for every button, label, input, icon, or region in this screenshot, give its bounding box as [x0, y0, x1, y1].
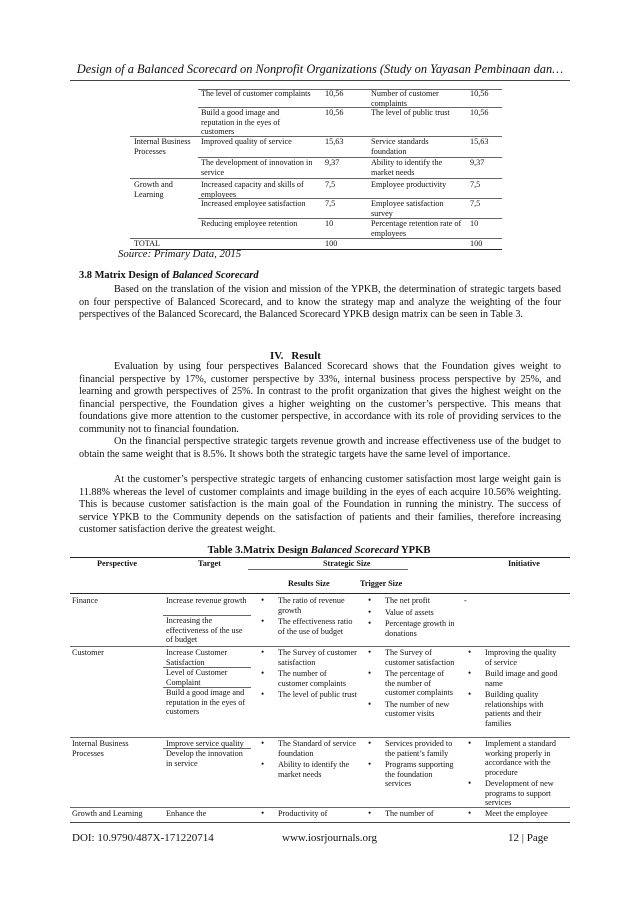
header-rule — [70, 80, 570, 81]
t2-indicator: Employee productivity — [371, 180, 447, 189]
t2-target-val: 10 — [325, 219, 334, 228]
t2-total-label: TOTAL — [134, 239, 161, 248]
table-rule — [70, 557, 570, 558]
t2-indicator-val: 15,63 — [470, 137, 489, 146]
t3-initiatives-internal — [485, 739, 567, 810]
t3-trigger-item: • The percentage of the number of customer complaints — [385, 669, 455, 698]
t2-target: Increased capacity and skills of employees — [201, 180, 304, 199]
result-paragraph-2: On the financial perspective strategic targets revenue growth and increase effectiveness use of the budget to obtain the same weight that is 8.5%. It shows both the strategic targets have the same level of importance. — [79, 436, 561, 460]
t2-total-target: 100 — [325, 239, 338, 248]
t2-indicator: Number of customer complaints — [371, 89, 439, 108]
t3-initiative-item: • Development of new programs to support services — [485, 779, 567, 808]
t3-result-item: • The level of public trust — [278, 690, 358, 700]
t2-target: The level of customer complaints — [201, 89, 311, 98]
result-paragraph-3: At the customer’s perspective strategic targets of enhancing customer satisfaction most large weight gain is 11.88% whereas the level of customer complaints and image building in the eyes of each acquire 10.56% weighting. This is because customer satisfaction is the main goal of the Foundation in running the ministry. The success of service YPKB to the Community depends on the satisfaction of patients and their families, therefore increasing customer satisfaction derive the greatest weight. — [79, 474, 561, 536]
t2-total-indicator: 100 — [470, 239, 483, 248]
t3-initiatives-customer — [485, 648, 565, 730]
t2-indicator-val: 9,37 — [470, 158, 485, 167]
t3-results-finance — [278, 596, 358, 638]
t3-result-item: • The Standard of service foundation — [278, 739, 356, 758]
caption-suffix: YPKB — [398, 545, 431, 556]
t3-perspective-internal: Internal Business Processes — [72, 739, 129, 758]
section-paragraph: Based on the translation of the vision and mission of the YPKB, the determination of strategic targets based on four perspective of Balanced Scorecard, and to know the strategy map and analyze the weighting of the four perspectives of the Balanced Scorecard, the Balanced Scorecard YPKB design matrix can be seen in Table 3. — [79, 284, 561, 321]
th-target: Target — [198, 559, 221, 568]
th-initiative: Initiative — [508, 559, 540, 568]
table-rule — [70, 737, 570, 738]
t3-triggers-customer — [385, 648, 455, 721]
t2-target: Improved quality of service — [201, 137, 292, 146]
t3-result-item: • The Survey of customer satisfaction — [278, 648, 358, 667]
t3-trigger-item: • Services provided to the patient’s family — [385, 739, 455, 758]
result-paragraph-1: Evaluation by using four perspectives Balanced Scorecard shows that the Foundation gives weight to financial perspective by 17%, customer perspective by 33%, internal business process perspective by 25%, and learning and growth perspectives of 25%. In contrast to the profit organization that gives the highest weight on the financial perspective, the Foundation gives a higher weighting on the customer’s perspective. This means that foundations give more attention to the customer perspective, in accordance with its role of providing services to the community not to financial foundation. — [79, 361, 561, 435]
footer-page: 12 | Page — [508, 832, 549, 844]
t2-target-val: 7,5 — [325, 180, 336, 189]
t2-perspective: Growth and Learning — [134, 180, 173, 199]
t3-target: Increase Customer Satisfaction — [166, 648, 228, 667]
t3-initiative-item: • Building quality relationships with patients and their families — [485, 690, 565, 728]
t3-perspective-finance: Finance — [72, 596, 98, 605]
t2-target: Build a good image and reputation in the eyes of customers — [201, 108, 281, 136]
t2-target: The development of innovation in service — [201, 158, 313, 177]
t3-target: Enhance the — [166, 809, 207, 818]
caption-text: Table 3.Matrix Design — [207, 545, 311, 556]
th-strategic-size: Strategic Size — [323, 559, 371, 568]
t3-trigger-item: • Percentage growth in donations — [385, 619, 465, 638]
running-header: Design of a Balanced Scorecard on Nonprofit Organizations (Study on Yayasan Pembinaan dan… — [76, 62, 564, 76]
t3-result-item: • The number of customer complaints — [278, 669, 358, 688]
t3-initiative-item: • Implement a standard working properly in accordance with the procedure — [485, 739, 567, 777]
t3-target: Increase revenue growth — [166, 596, 247, 605]
t2-indicator-val: 7,5 — [470, 180, 481, 189]
t3-target: Increasing the effectiveness of the use of budget — [166, 616, 243, 644]
t3-initiatives-growth — [485, 809, 567, 821]
th-results-size: Results Size — [288, 579, 330, 588]
t2-indicator: Service standards foundation — [371, 137, 429, 156]
t2-perspective: Internal Business Processes — [134, 137, 191, 156]
section-heading-term: Balanced Scorecard — [172, 270, 259, 281]
section-heading-number: 3.8 Matrix Design of — [79, 270, 173, 281]
t2-target: Increased employee satisfaction — [201, 199, 306, 208]
t2-target: Reducing employee retention — [201, 219, 298, 228]
table-rule — [70, 807, 570, 808]
t3-results-customer — [278, 648, 358, 702]
t2-indicator-val: 10,56 — [470, 108, 489, 117]
t2-indicator: Employee satisfaction survey — [371, 199, 444, 218]
table-3-caption — [0, 545, 638, 556]
t3-triggers-internal — [385, 739, 455, 791]
t3-result-item: • The ratio of revenue growth — [278, 596, 358, 615]
section-heading — [79, 270, 259, 281]
caption-term: Balanced Scorecard — [310, 545, 399, 556]
t3-triggers-growth — [385, 809, 465, 821]
footer-doi: DOI: 10.9790/487X-171220714 — [72, 832, 214, 844]
t3-trigger-item: • The number of — [385, 809, 465, 819]
t3-results-internal — [278, 739, 356, 781]
t3-perspective-growth: Growth and Learning — [72, 809, 143, 818]
t3-target: Improve service quality — [166, 739, 244, 748]
table-rule — [130, 178, 502, 179]
t3-initiative-item: • Build image and good name — [485, 669, 565, 688]
t2-indicator: Percentage retention rate of employees — [371, 219, 462, 238]
result-heading: IV. Result — [270, 350, 321, 362]
t2-target-val: 10,56 — [325, 108, 344, 117]
t3-triggers-finance — [385, 596, 465, 640]
t3-trigger-item: • Value of assets — [385, 608, 465, 618]
t2-indicator-val: 7,5 — [470, 199, 481, 208]
t3-trigger-item: • Programs supporting the foundation services — [385, 760, 455, 789]
table-rule — [130, 238, 502, 239]
table-source: Source: Primary Data, 2015 — [118, 248, 242, 260]
t2-target-val: 9,37 — [325, 158, 340, 167]
t3-initiative-finance: - — [464, 596, 467, 605]
t2-target-val: 7,5 — [325, 199, 336, 208]
t2-indicator-val: 10 — [470, 219, 479, 228]
t3-result-item: • Productivity of — [278, 809, 358, 819]
t3-target: Build a good image and reputation in the eyes of customers — [166, 688, 246, 716]
t3-trigger-item: • The net profit — [385, 596, 465, 606]
t3-initiative-item: • Improving the quality of service — [485, 648, 565, 667]
t2-indicator: The level of public trust — [371, 108, 450, 117]
t2-target-val: 10,56 — [325, 89, 344, 98]
th-perspective: Perspective — [97, 559, 138, 568]
t3-result-item: • Ability to identify the market needs — [278, 760, 356, 779]
table-rule — [70, 593, 570, 594]
footer-site: www.iosrjournals.org — [282, 832, 378, 844]
t3-target: Level of Customer Complaint — [166, 668, 228, 687]
t3-result-item: • The effectiveness ratio of the use of budget — [278, 617, 358, 636]
th-trigger-size: Trigger Size — [360, 579, 403, 588]
table-rule — [248, 569, 408, 570]
t3-initiative-item: • Meet the employee — [485, 809, 567, 819]
t2-target-val: 15,63 — [325, 137, 344, 146]
t3-target: Develop the innovation in service — [166, 749, 243, 768]
table-rule — [70, 646, 570, 647]
footer-rule — [70, 822, 570, 823]
t3-results-growth — [278, 809, 358, 821]
t3-trigger-item: • The number of new customer visits — [385, 700, 455, 719]
t3-perspective-customer: Customer — [72, 648, 104, 657]
t3-trigger-item: • The Survey of customer satisfaction — [385, 648, 455, 667]
t2-indicator-val: 10,56 — [470, 89, 489, 98]
t2-indicator: Ability to identify the market needs — [371, 158, 443, 177]
